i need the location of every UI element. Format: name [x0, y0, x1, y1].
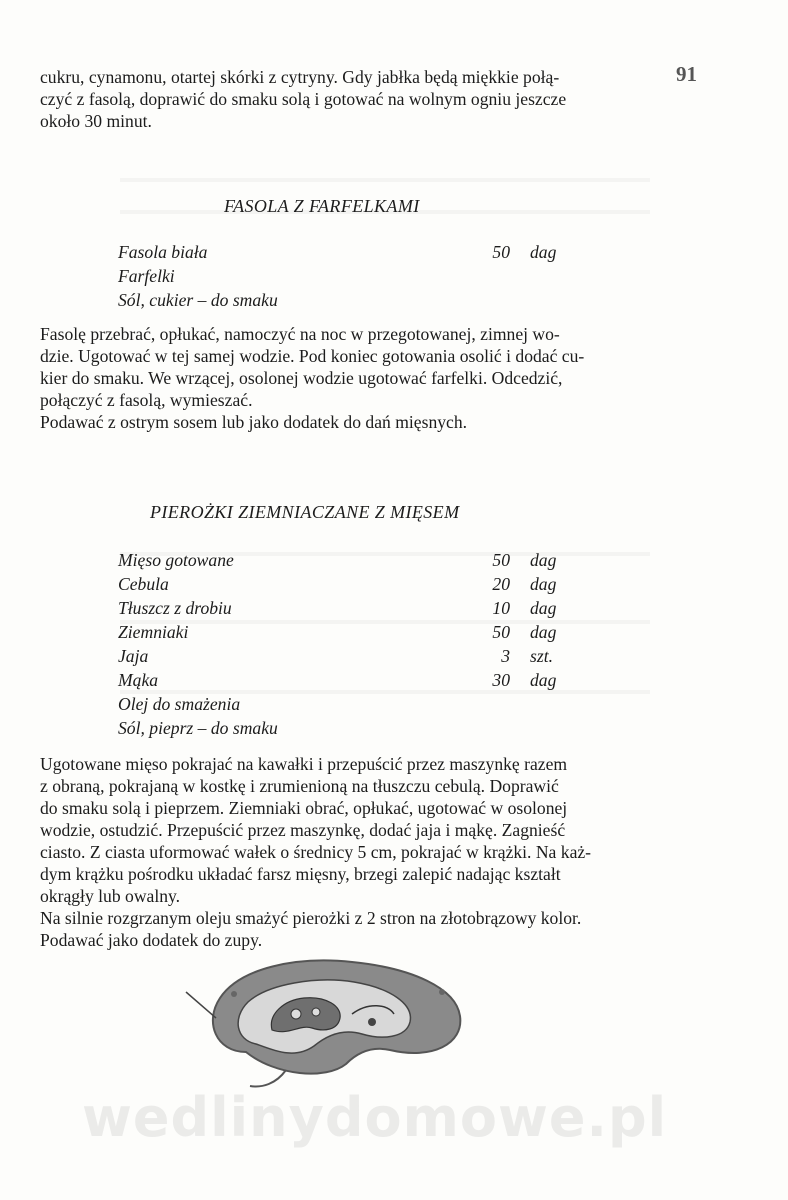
ingredient-quantity: 10 — [492, 598, 510, 618]
ingredient-name: Fasola biała — [118, 242, 208, 262]
ingredient-unit: dag — [530, 242, 557, 262]
ingredient-quantity: 50 — [492, 550, 510, 570]
text-line: cukru, cynamonu, otartej skórki z cytryny. Gdy jabłka będą miękkie połą- — [40, 67, 560, 87]
ingredient-quantity: 3 — [501, 646, 510, 666]
recipe-instructions — [40, 323, 652, 433]
ingredient-row — [118, 290, 568, 314]
text-line: połączyć z fasolą, wymieszać. — [40, 390, 253, 410]
recipe-title: FASOLA Z FARFELKAMI — [224, 196, 420, 216]
paisley-ornament-icon — [176, 952, 486, 1092]
recipe-title: PIEROŻKI ZIEMNIACZANE Z MIĘSEM — [150, 502, 460, 522]
page-number: 91 — [676, 62, 697, 86]
text-line: dzie. Ugotować w tej samej wodzie. Pod koniec gotowania osolić i dodać cu- — [40, 346, 585, 366]
ingredient-row — [118, 718, 568, 742]
ingredient-row — [118, 670, 568, 694]
ingredient-list — [118, 550, 568, 742]
text-line: okrągły lub owalny. — [40, 886, 181, 906]
text-line: dym krążku pośrodku układać farsz mięsny, brzegi zalepić nadając kształt — [40, 864, 561, 884]
text-line: Podawać jako dodatek do zupy. — [40, 930, 263, 950]
ingredient-name: Mięso gotowane — [118, 550, 234, 570]
text-line: wodzie, ostudzić. Przepuścić przez maszynkę, dodać jaja i mąkę. Zagnieść — [40, 820, 566, 840]
ingredient-name: Sól, pieprz – do smaku — [118, 718, 278, 738]
ingredient-row — [118, 550, 568, 574]
ingredient-quantity: 30 — [492, 670, 510, 690]
ingredient-name: Tłuszcz z drobiu — [118, 598, 232, 618]
text-line: do smaku solą i pieprzem. Ziemniaki obrać, opłukać, ugotować w osolonej — [40, 798, 568, 818]
ingredient-quantity: 50 — [492, 242, 510, 262]
watermark: wedlinydomowe.pl — [82, 1086, 668, 1149]
text-line: czyć z fasolą, doprawić do smaku solą i gotować na wolnym ogniu jeszcze — [40, 89, 567, 109]
ingredient-unit: dag — [530, 598, 557, 618]
ingredient-row — [118, 574, 568, 598]
ingredient-unit: dag — [530, 622, 557, 642]
ingredient-row — [118, 598, 568, 622]
ingredient-row — [118, 242, 568, 266]
ingredient-unit: dag — [530, 670, 557, 690]
ingredient-name: Cebula — [118, 574, 169, 594]
text-line: około 30 minut. — [40, 111, 152, 131]
text-line: Podawać z ostrym sosem lub jako dodatek do dań mięsnych. — [40, 412, 468, 432]
ingredient-row — [118, 694, 568, 718]
show-through-line — [120, 178, 650, 182]
ingredient-row — [118, 646, 568, 670]
ingredient-row — [118, 266, 568, 290]
ingredient-name: Ziemniaki — [118, 622, 189, 642]
ingredient-name: Sól, cukier – do smaku — [118, 290, 278, 310]
ingredient-list — [118, 242, 568, 314]
ingredient-name: Mąka — [118, 670, 159, 690]
ingredient-name: Jaja — [118, 646, 149, 666]
ingredient-name: Farfelki — [118, 266, 175, 286]
ingredient-name: Olej do smażenia — [118, 694, 241, 714]
ingredient-unit: szt. — [530, 646, 553, 666]
text-line: kier do smaku. We wrzącej, osolonej wodzie ugotować farfelki. Odcedzić, — [40, 368, 563, 388]
ingredient-quantity: 50 — [492, 622, 510, 642]
intro-paragraph — [40, 66, 652, 132]
ingredient-unit: dag — [530, 550, 557, 570]
text-line: Fasolę przebrać, opłukać, namoczyć na noc w przegotowanej, zimnej wo- — [40, 324, 560, 344]
ingredient-quantity: 20 — [492, 574, 510, 594]
text-line: Ugotowane mięso pokrajać na kawałki i przepuścić przez maszynkę razem — [40, 754, 568, 774]
text-line: Na silnie rozgrzanym oleju smażyć pierożki z 2 stron na złotobrązowy kolor. — [40, 908, 582, 928]
ingredient-unit: dag — [530, 574, 557, 594]
recipe-instructions — [40, 753, 652, 951]
ingredient-row — [118, 622, 568, 646]
text-line: z obraną, pokrajaną w kostkę i zrumienioną na tłuszczu cebulą. Doprawić — [40, 776, 559, 796]
text-line: ciasto. Z ciasta uformować wałek o średnicy 5 cm, pokrajać w krążki. Na każ- — [40, 842, 592, 862]
